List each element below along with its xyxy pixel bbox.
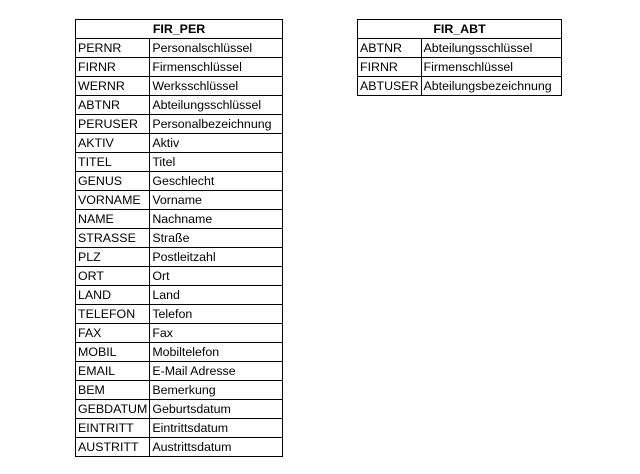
- table-row: [76, 381, 283, 400]
- table-row: [76, 96, 283, 115]
- field-name-cell: WERNR: [76, 77, 150, 96]
- field-description-cell: Austrittsdatum: [150, 438, 283, 457]
- field-description-cell: Firmenschlüssel: [150, 58, 283, 77]
- field-name-cell: ABTUSER: [358, 77, 422, 96]
- field-name-cell: ABTNR: [358, 39, 422, 58]
- field-name-cell: AUSTRITT: [76, 438, 150, 457]
- field-description-cell: Telefon: [150, 305, 283, 324]
- field-description-cell: Nachname: [150, 210, 283, 229]
- table-title: FIR_PER: [76, 20, 283, 39]
- table-title: FIR_ABT: [358, 20, 562, 39]
- field-name-cell: PERNR: [76, 39, 150, 58]
- field-name-cell: PLZ: [76, 248, 150, 267]
- field-description-cell: Firmenschlüssel: [421, 58, 561, 77]
- field-name-cell: FIRNR: [76, 58, 150, 77]
- field-description-cell: Ort: [150, 267, 283, 286]
- field-name-cell: VORNAME: [76, 191, 150, 210]
- fir-abt-rows: [358, 39, 562, 96]
- table-row: [76, 58, 283, 77]
- field-description-cell: Geschlecht: [150, 172, 283, 191]
- field-description-cell: Abteilungsschlüssel: [150, 96, 283, 115]
- field-description-cell: E-Mail Adresse: [150, 362, 283, 381]
- table-row: [76, 286, 283, 305]
- field-description-cell: Bemerkung: [150, 381, 283, 400]
- table-row: [76, 229, 283, 248]
- field-description-cell: Straße: [150, 229, 283, 248]
- table-row: [76, 267, 283, 286]
- field-name-cell: FAX: [76, 324, 150, 343]
- field-description-cell: Geburtsdatum: [150, 400, 283, 419]
- field-name-cell: EINTRITT: [76, 419, 150, 438]
- field-description-cell: Titel: [150, 153, 283, 172]
- table-row: [76, 248, 283, 267]
- table-row: [76, 39, 283, 58]
- table-row: [358, 39, 562, 58]
- table-row: [358, 77, 562, 96]
- field-name-cell: EMAIL: [76, 362, 150, 381]
- table-row: [76, 438, 283, 457]
- fir-abt-table: [357, 19, 562, 96]
- field-description-cell: Mobiltelefon: [150, 343, 283, 362]
- table-row: [76, 77, 283, 96]
- table-row: [76, 305, 283, 324]
- field-description-cell: Postleitzahl: [150, 248, 283, 267]
- field-description-cell: Personalbezeichnung: [150, 115, 283, 134]
- fir-per-rows: [76, 39, 283, 457]
- field-name-cell: BEM: [76, 381, 150, 400]
- table-row: [76, 419, 283, 438]
- table-row: [76, 134, 283, 153]
- table-row: [76, 324, 283, 343]
- table-row: [76, 362, 283, 381]
- field-description-cell: Werksschlüssel: [150, 77, 283, 96]
- table-row: [76, 172, 283, 191]
- field-name-cell: MOBIL: [76, 343, 150, 362]
- fir-per-table: [75, 19, 283, 457]
- field-description-cell: Aktiv: [150, 134, 283, 153]
- field-description-cell: Land: [150, 286, 283, 305]
- field-name-cell: GENUS: [76, 172, 150, 191]
- table-row: [76, 343, 283, 362]
- field-description-cell: Abteilungsbezeichnung: [421, 77, 561, 96]
- table-header-row: [76, 20, 283, 39]
- field-name-cell: STRASSE: [76, 229, 150, 248]
- table-row: [76, 400, 283, 419]
- table-row: [358, 58, 562, 77]
- field-description-cell: Abteilungsschlüssel: [421, 39, 561, 58]
- table-row: [76, 115, 283, 134]
- field-name-cell: NAME: [76, 210, 150, 229]
- table-row: [76, 191, 283, 210]
- table-row: [76, 210, 283, 229]
- field-description-cell: Personalschlüssel: [150, 39, 283, 58]
- table-row: [76, 153, 283, 172]
- field-name-cell: TELEFON: [76, 305, 150, 324]
- field-name-cell: AKTIV: [76, 134, 150, 153]
- field-description-cell: Eintrittsdatum: [150, 419, 283, 438]
- field-name-cell: TITEL: [76, 153, 150, 172]
- field-name-cell: FIRNR: [358, 58, 422, 77]
- field-name-cell: LAND: [76, 286, 150, 305]
- table-header-row: [358, 20, 562, 39]
- field-name-cell: ABTNR: [76, 96, 150, 115]
- field-name-cell: GEBDATUM: [76, 400, 150, 419]
- field-description-cell: Vorname: [150, 191, 283, 210]
- field-name-cell: ORT: [76, 267, 150, 286]
- field-name-cell: PERUSER: [76, 115, 150, 134]
- field-description-cell: Fax: [150, 324, 283, 343]
